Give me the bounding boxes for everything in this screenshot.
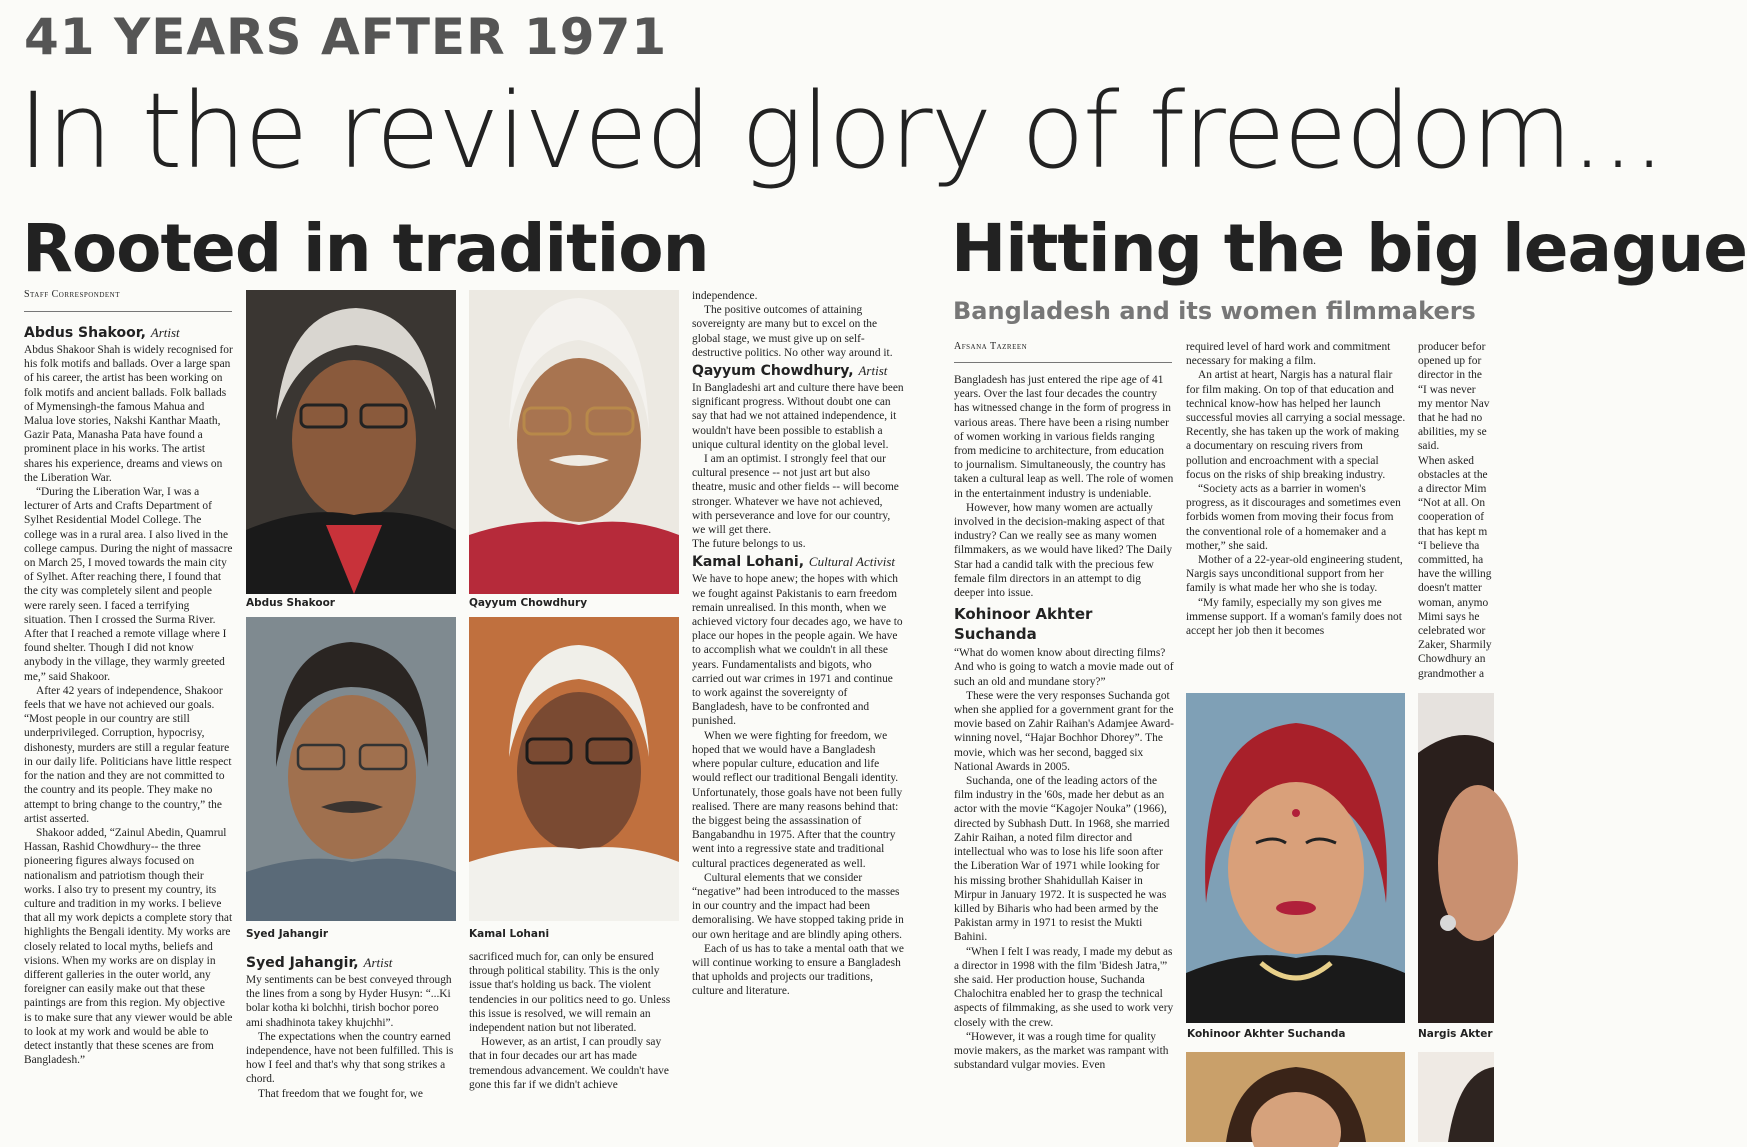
byline-afsana: Afsana Tazreen xyxy=(954,341,1028,352)
paragraph: Mother of a 22-year-old engineering student, Nargis says unconditional support from her family is what made her who she is today. xyxy=(1186,554,1403,595)
truncated-line: said. xyxy=(1418,440,1440,453)
photo-filmmaker-bottom-2 xyxy=(1418,1052,1494,1142)
paragraph: Shakoor added, “Zainul Abedin, Quamrul Hassan, Rashid Chowdhury-- the three pioneering figures always focused on nationalism and patriotism though their works. I also try to present my country, its culture and tradition in my works. I believe that all my work depicts a complete story that highlights the Bengali identity. My works are closely related to local myths, beliefs and visions. When my works are on display in different galleries in the outer world, any foreigner can easily make out that these paintings are from this region. My objective is to make sure that any viewer would be able to look at my work and would be able to detect instantly that these scenes are from Bangladesh.” xyxy=(24,826,233,1067)
subject-name: Qayyum Chowdhury, Artist xyxy=(692,363,888,380)
column-jahangir xyxy=(246,952,456,1122)
paragraph: “My family, especially my son gives me immense support. If a woman's family does not accept her job then it becomes xyxy=(1186,596,1402,638)
paragraph: sacrificed much for, can only be ensured through political stability. This is the only issue that's holding us back. The violent tendencies in our politics need to go. Unless this issue is resolved, we will remain an independent nation but not liberated. xyxy=(469,951,671,1035)
truncated-line: my mentor Nav xyxy=(1418,397,1490,410)
caption-qayyum: Qayyum Chowdhury xyxy=(469,597,588,609)
paragraph: After 42 years of independence, Shakoor feels that we have not achieved our goals. “Most people in our country are still underprivileged. Corruption, hypocrisy, dishonesty, murders are still a regular feature in our daily life. Politicians have little respect for the nation and they are not committed to the country and its people. They make no attempt to bring change to the country,” the artist asserted. xyxy=(24,684,232,825)
truncated-line: that has kept m xyxy=(1418,525,1488,538)
story-title-rooted: Rooted in tradition xyxy=(22,210,709,287)
truncated-line: director in the xyxy=(1418,369,1482,382)
paragraph: “However, it was a rough time for quality movie makers, as the market was rampant with substandard vulgar movies. Even xyxy=(954,1030,1169,1072)
paragraph: “What do women know about directing films? And who is going to watch a movie made out of such an old and mundane story?” xyxy=(954,647,1174,688)
truncated-line: cooperation of xyxy=(1418,511,1485,524)
byline-rule xyxy=(24,311,232,312)
paragraph: I am an optimist. I strongly feel that our cultural presence -- not just art but also theatre, music and other fields -- will become stronger. Whatever we have not achieved, with perseverance and love for our country, we will get there. xyxy=(692,453,899,537)
photo-qayyum-chowdhury xyxy=(469,290,679,594)
story-deck: Bangladesh and its women filmmakers xyxy=(953,297,1476,325)
truncated-line: that he had no xyxy=(1418,412,1483,425)
page-headline: In the revived glory of freedom... xyxy=(18,70,1664,192)
paragraph: “When I felt I was ready, I made my debut as a director in 1998 with the film 'Bidesh Jatra,'” she said. Her production house, Suchanda Chalochitra enabled her to grasp the technical aspects of filmmaking, as she used to work very closely with the crew. xyxy=(954,945,1174,1029)
column-qayyum-lohani xyxy=(692,289,904,1121)
photo-filmmaker-bottom-1 xyxy=(1186,1052,1405,1142)
caption-shakoor: Abdus Shakoor xyxy=(246,597,335,609)
truncated-line: woman, anymo xyxy=(1418,596,1489,609)
truncated-line: “Not at all. On xyxy=(1418,497,1486,510)
column-suchanda xyxy=(954,373,1174,1142)
truncated-line: “I believe tha xyxy=(1418,539,1480,552)
truncated-line: obstacles at the xyxy=(1418,468,1488,481)
caption-nargis: Nargis Akter xyxy=(1418,1028,1493,1040)
paragraph: My sentiments can be best conveyed through the lines from a song by Hyder Husyn: “...Ki bolar kotha ki bolchhi, tirish bochor poreo ami shadhinota takey khujchhi”. xyxy=(246,974,452,1029)
column-shakoor xyxy=(24,322,234,1122)
section-kicker: 41 YEARS AFTER 1971 xyxy=(24,8,668,66)
story-title-big-league: Hitting the big league xyxy=(951,210,1747,287)
column-mimi-cut xyxy=(1418,340,1494,688)
photo-nargis-akter xyxy=(1418,693,1494,1023)
truncated-line: doesn't matter xyxy=(1418,582,1482,595)
caption-suchanda: Kohinoor Akhter Suchanda xyxy=(1187,1028,1346,1040)
paragraph: When we were fighting for freedom, we hoped that we would have a Bangladesh where popular culture, education and life would reflect our traditional Bengali identity. Unfortunately, those goals have not been fully realised. There are many reasons behind that: the biggest being the assassination of Bangabandhu in 1975. After that the country went into a regressive state and traditional cultural practices degenerated as well. xyxy=(692,729,903,870)
truncated-line: grandmother a xyxy=(1418,667,1485,680)
byline-staff: Staff Correspondent xyxy=(24,289,121,300)
truncated-line: a director Mim xyxy=(1418,483,1487,496)
truncated-line: When asked xyxy=(1418,454,1474,467)
paragraph: That freedom that we fought for, we xyxy=(258,1087,423,1100)
truncated-line: opened up for xyxy=(1418,355,1482,368)
truncated-line: committed, ha xyxy=(1418,554,1484,567)
subject-name: Kamal Lohani, Cultural Activist xyxy=(692,554,895,571)
paragraph: The positive outcomes of attaining sovereignty are many but to excel on the global stage, we must give up on self-destructive politics. No other way around it. xyxy=(692,304,893,359)
paragraph: The future belongs to us. xyxy=(692,538,806,551)
paragraph: “During the Liberation War, I was a lecturer of Arts and Crafts Department of Sylhet Residential Model College. The college was in a rural area. I also lived in the college campus. During the night of massacre on March 25, I moved towards the main city of Sylhet. After reaching there, I found that the city was completely silent and people were rarely seen. I faced a terrifying situation. Then I crossed the Surma River. After that I reached a remote village where I found shelter. Though I did not know anybody in the village, they warmly greeted me,” said Shakoor. xyxy=(24,486,233,683)
paragraph: required level of hard work and commitment necessary for making a film. xyxy=(1186,341,1391,368)
paragraph: independence. xyxy=(692,290,758,302)
subject-name: Syed Jahangir, Artist xyxy=(246,955,393,971)
paragraph: We have to hope anew; the hopes with which we fought against Pakistanis to earn freedom remain unrealised. In this month, when we achieved victory four decades ago, we have to place our hopes in the people again. We have to accomplish what we couldn't in all these years. Fundamentalists and bigots, who carried out war crimes in 1971 and continue to work against the sovereignty of Bangladesh, have to be confronted and punished. xyxy=(692,573,903,728)
caption-jahangir: Syed Jahangir xyxy=(246,928,329,940)
truncated-line: have the willing xyxy=(1418,568,1492,581)
paragraph: Suchanda, one of the leading actors of the film industry in the '60s, made her debut as an actor with the movie “Kagojer Nouka” (1966), directed by Subhash Dutt. In 1968, she married Zahir Raihan, a noted film director and intellectual who was to lose his life soon after the Liberation War of 1971 while looking for his missing brother Shahidullah Kaiser in Mirpur in January 1972. It is suspected he was killed by Biharis who had been armed by the Pakistan army in 1971 to resist the Mukti Bahini. xyxy=(954,775,1170,944)
truncated-line: abilities, my se xyxy=(1418,426,1487,439)
truncated-line: producer befor xyxy=(1418,341,1486,353)
paragraph: Bangladesh has just entered the ripe age of 41 years. Over the last four decades the country has witnessed change in the form of progress in various areas. There have been a rising number of women working in various fields ranging from medicine to architecture, from education to journalism. Simultaneously, the country has taken a cultural leap as well. The role of women in the entertainment industry is undeniable. xyxy=(954,374,1174,500)
subhead-suchanda: Kohinoor Akhter Suchanda xyxy=(954,605,1093,644)
photo-syed-jahangir xyxy=(246,617,456,921)
paragraph: An artist at heart, Nargis has a natural flair for film making. On top of that education and technical know-how has helped her launch successful movies all carrying a social message. Recently, she has taken up the work of making a documentary on rescuing rivers from pollution and encroachment with a special focus on the risks of ship breaking industry. xyxy=(1186,369,1406,481)
paragraph: Cultural elements that we consider “negative” had been introduced to the masses in our country and the impact had been demoralising. We have stopped taking pride in our own heritage and are blindly aping others. xyxy=(692,871,904,941)
subject-name: Abdus Shakoor, Artist xyxy=(24,325,180,341)
column-nargis xyxy=(1186,340,1406,688)
photo-kohinoor-suchanda xyxy=(1186,693,1405,1023)
column-jahangir-cont xyxy=(469,950,679,1120)
paragraph: Abdus Shakoor Shah is widely recognised for his folk motifs and ballads. Over a large span of his career, the artist has been working on folk motifs and ancient ballads. Folk ballads of Mymensingh-the famous Mahua and Malua love stories, Nakshi Kanthar Maath, Gazir Pata, Manasha Pata have found a prominent place in his works. The artist shares his experience, dreams and views on the Liberation War. xyxy=(24,344,233,484)
truncated-line: “I was never xyxy=(1418,383,1476,396)
paragraph: However, as an artist, I can proudly say that in four decades our art has made tremendous advancement. We couldn't have gone this far if we didn't achieve xyxy=(469,1036,669,1091)
truncated-line: Chowdhury an xyxy=(1418,653,1486,666)
byline-rule xyxy=(954,362,1172,363)
truncated-line: celebrated wor xyxy=(1418,625,1486,638)
paragraph: Each of us has to take a mental oath that we will continue working to ensure a Bangladesh that upholds and projects our traditions, culture and literature. xyxy=(692,942,904,998)
paragraph: “Society acts as a barrier in women's progress, as it discourages and sometimes even forbids women from moving their focus from the conventional role of a homemaker and a mother,” she said. xyxy=(1186,483,1401,552)
truncated-line: Zaker, Sharmily xyxy=(1418,639,1492,652)
paragraph: The expectations when the country earned independence, have not been fulfilled. This is how I feel and that's why that song strikes a chord. xyxy=(246,1030,454,1086)
truncated-line: Mimi says he xyxy=(1418,610,1480,623)
caption-lohani: Kamal Lohani xyxy=(469,928,550,940)
paragraph: However, how many women are actually involved in the decision-making aspect of that industry? Can we really see as many women filmmakers, as we would have liked? The Daily Star had a candid talk with the precious few female film directors in an attempt to dig deeper into issue. xyxy=(954,501,1173,600)
photo-abdus-shakoor xyxy=(246,290,456,594)
paragraph: These were the very responses Suchanda got when she applied for a government grant for the movie based on Zahir Raihan's Adamjee Award-winning novel, “Hajar Bochhor Dhorey”. The movie, which was her second, bagged six National Awards in 2005. xyxy=(954,689,1174,773)
photo-kamal-lohani xyxy=(469,617,679,921)
paragraph: In Bangladeshi art and culture there have been significant progress. Without doubt one can say that had we not attained independence, it wouldn't have been possible to establish a unique cultural identity on the global level. xyxy=(692,382,904,451)
